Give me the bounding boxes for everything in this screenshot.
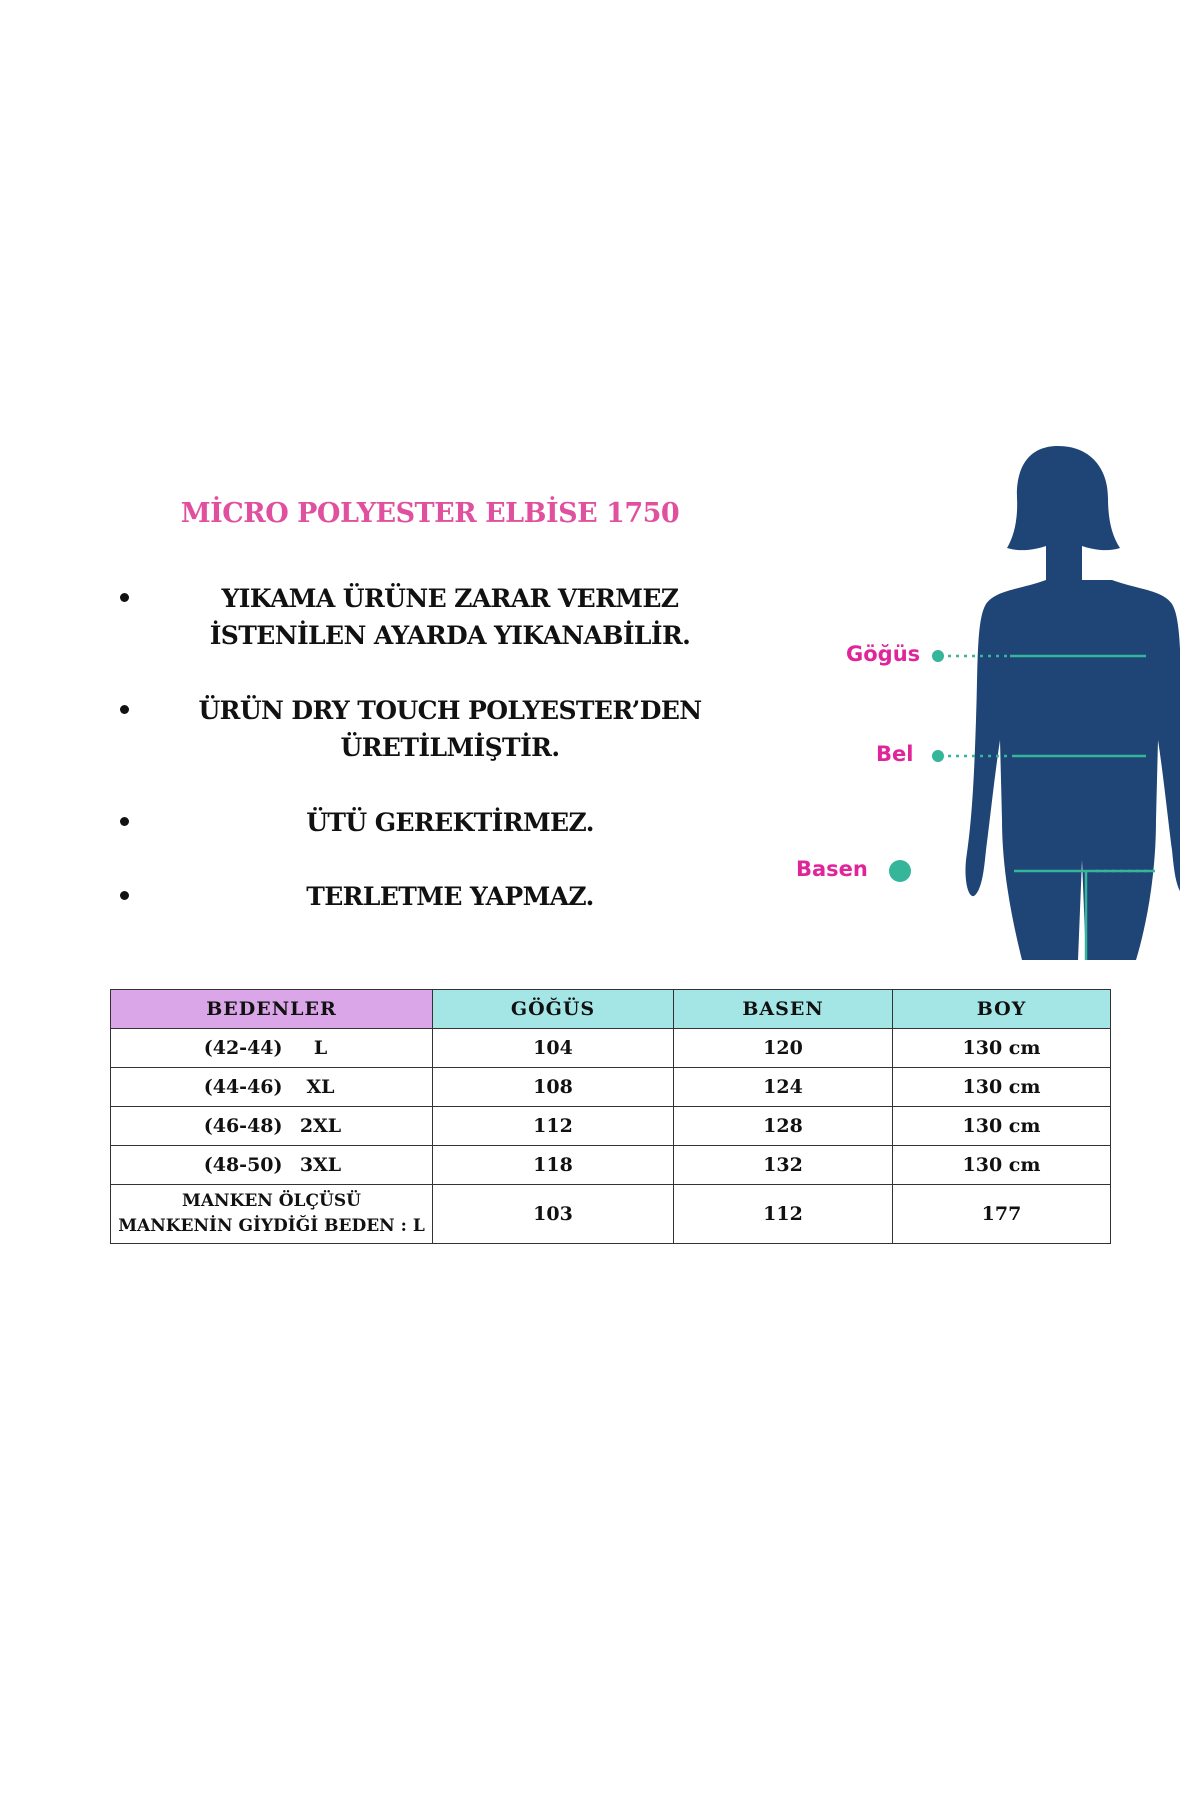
waist-label: Bel	[876, 742, 914, 766]
product-title: MİCRO POLYESTER ELBİSE 1750	[180, 498, 680, 529]
size-code: 2XL	[299, 1115, 342, 1137]
model-size-cell	[111, 1185, 433, 1244]
length-cell: 130 cm	[893, 1068, 1111, 1107]
size-cell	[111, 1146, 433, 1185]
bullet-icon	[120, 817, 129, 826]
hip-cell: 112	[674, 1185, 893, 1244]
table-header-row	[111, 990, 1111, 1029]
model-measure-label: MANKEN ÖLÇÜSÜ	[182, 1191, 361, 1211]
model-size-label: MANKENİN GİYDİĞİ BEDEN : L	[118, 1216, 425, 1236]
size-code: 3XL	[299, 1154, 342, 1176]
size-table	[110, 989, 1111, 1244]
size-code: L	[313, 1037, 328, 1059]
length-cell: 130 cm	[893, 1029, 1111, 1068]
table-row	[111, 1146, 1111, 1185]
size-range: (44-46)	[203, 1076, 283, 1098]
table-row	[111, 1068, 1111, 1107]
hip-cell: 132	[674, 1146, 893, 1185]
hip-label: Basen	[796, 857, 868, 881]
size-range: (48-50)	[203, 1154, 283, 1176]
size-cell	[111, 1068, 433, 1107]
chest-label: Göğüs	[846, 642, 921, 666]
feature-text: ÜRÜN DRY TOUCH POLYESTER’DEN ÜRETİLMİŞTİR.	[198, 696, 702, 762]
body-measurement-figure	[790, 440, 1180, 960]
hip-cell: 120	[674, 1029, 893, 1068]
feature-text: TERLETME YAPMAZ.	[306, 882, 594, 911]
header-chest: GÖĞÜS	[433, 990, 674, 1029]
chest-cell: 112	[433, 1107, 674, 1146]
chest-cell: 118	[433, 1146, 674, 1185]
feature-text: ÜTÜ GEREKTİRMEZ.	[306, 808, 594, 837]
feature-text: YIKAMA ÜRÜNE ZARAR VERMEZ İSTENİLEN AYARDA YIKANABİLİR.	[209, 584, 691, 650]
bullet-icon	[120, 705, 129, 714]
size-cell	[111, 1107, 433, 1146]
table-row	[111, 1029, 1111, 1068]
header-sizes: BEDENLER	[111, 990, 433, 1029]
model-row	[111, 1185, 1111, 1244]
chest-cell: 104	[433, 1029, 674, 1068]
chest-cell: 108	[433, 1068, 674, 1107]
length-cell: 177	[893, 1185, 1111, 1244]
body-silhouette-icon	[790, 440, 1180, 960]
header-hip: BASEN	[674, 990, 893, 1029]
hip-cell: 128	[674, 1107, 893, 1146]
length-cell: 130 cm	[893, 1146, 1111, 1185]
header-length: BOY	[893, 990, 1111, 1029]
chest-cell: 103	[433, 1185, 674, 1244]
bullet-icon	[120, 891, 129, 900]
bullet-icon	[120, 593, 129, 602]
length-cell: 130 cm	[893, 1107, 1111, 1146]
size-range: (42-44)	[203, 1037, 283, 1059]
size-code: XL	[306, 1076, 335, 1098]
size-cell	[111, 1029, 433, 1068]
size-range: (46-48)	[203, 1115, 283, 1137]
hip-cell: 124	[674, 1068, 893, 1107]
table-row	[111, 1107, 1111, 1146]
